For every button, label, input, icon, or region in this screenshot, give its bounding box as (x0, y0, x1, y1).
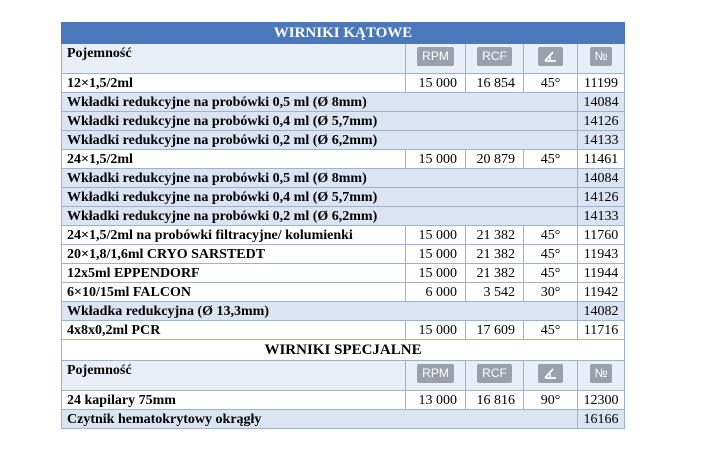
table-row (62, 188, 625, 207)
rcf-header: RCF (477, 364, 512, 383)
item-angle: 45° (524, 226, 578, 245)
item-angle: 30° (524, 283, 578, 302)
item-name: Wkładki redukcyjne na probówki 0,2 ml (Ø 6,2mm) (62, 207, 578, 226)
section-title-special-rotors: WIRNIKI SPECJALNE (62, 340, 625, 361)
item-name: Wkładki redukcyjne na probówki 0,2 ml (Ø 6,2mm) (62, 131, 578, 150)
angle-icon (538, 364, 563, 383)
rpm-header-cell (406, 361, 466, 391)
item-catalog-number: 12300 (578, 391, 625, 410)
section-title-special-rotors-row (62, 340, 625, 361)
item-rcf: 3 542 (466, 283, 524, 302)
table-row (62, 169, 625, 188)
section1-column-header-row (62, 44, 625, 74)
item-catalog-number: 14084 (578, 93, 625, 112)
item-catalog-number: 14126 (578, 188, 625, 207)
item-rpm: 15 000 (406, 245, 466, 264)
rpm-header-cell (406, 44, 466, 74)
capacity-header: Pojemność (62, 361, 406, 391)
rotor-table-body (62, 23, 625, 429)
item-name: 20×1,8/1,6ml CRYO SARSTEDT (62, 245, 406, 264)
item-catalog-number: 11760 (578, 226, 625, 245)
item-name: Wkładka redukcyjna (Ø 13,3mm) (62, 302, 578, 321)
item-rpm: 6 000 (406, 283, 466, 302)
rotor-table-container (61, 22, 624, 429)
rotor-table (61, 22, 625, 429)
table-row (62, 264, 625, 283)
rpm-header: RPM (417, 364, 454, 383)
table-row (62, 74, 625, 93)
item-angle: 90° (524, 391, 578, 410)
item-name: 12×1,5/2ml (62, 74, 406, 93)
item-catalog-number: 11199 (578, 74, 625, 93)
item-catalog-number: 14133 (578, 207, 625, 226)
item-rcf: 20 879 (466, 150, 524, 169)
item-name: 24×1,5/2ml (62, 150, 406, 169)
angle-header-cell (524, 44, 578, 74)
item-angle: 45° (524, 264, 578, 283)
table-row (62, 150, 625, 169)
item-name: 4x8x0,2ml PCR (62, 321, 406, 340)
item-name: 12x5ml EPPENDORF (62, 264, 406, 283)
item-catalog-number: 14084 (578, 169, 625, 188)
item-rpm: 15 000 (406, 150, 466, 169)
item-catalog-number: 16166 (578, 410, 625, 429)
item-name: Wkładki redukcyjne na probówki 0,4 ml (Ø 5,7mm) (62, 188, 578, 207)
catalog-number-header: № (590, 47, 613, 66)
item-rpm: 15 000 (406, 264, 466, 283)
item-rcf: 16 816 (466, 391, 524, 410)
table-row (62, 321, 625, 340)
item-catalog-number: 11943 (578, 245, 625, 264)
item-name: Czytnik hematokrytowy okrągły (62, 410, 578, 429)
item-rcf: 21 382 (466, 245, 524, 264)
item-rcf: 16 854 (466, 74, 524, 93)
table-row (62, 207, 625, 226)
item-rcf: 17 609 (466, 321, 524, 340)
item-name: 24×1,5/2ml na probówki filtracyjne/ kolumienki (62, 226, 406, 245)
table-row (62, 302, 625, 321)
table-row (62, 410, 625, 429)
table-row (62, 112, 625, 131)
table-row (62, 245, 625, 264)
table-row (62, 391, 625, 410)
table-row (62, 93, 625, 112)
capacity-header: Pojemność (62, 44, 406, 74)
section-title-angle-rotors-row (62, 23, 625, 44)
item-angle: 45° (524, 150, 578, 169)
rcf-header: RCF (477, 47, 512, 66)
item-name: Wkładki redukcyjne na probówki 0,5 ml (Ø 8mm) (62, 169, 578, 188)
item-catalog-number: 14133 (578, 131, 625, 150)
item-rpm: 15 000 (406, 321, 466, 340)
table-row (62, 131, 625, 150)
item-angle: 45° (524, 74, 578, 93)
item-catalog-number: 14082 (578, 302, 625, 321)
item-catalog-number: 14126 (578, 112, 625, 131)
item-angle: 45° (524, 321, 578, 340)
item-name: Wkładki redukcyjne na probówki 0,5 ml (Ø 8mm) (62, 93, 578, 112)
item-name: 24 kapilary 75mm (62, 391, 406, 410)
item-catalog-number: 11716 (578, 321, 625, 340)
item-catalog-number: 11944 (578, 264, 625, 283)
angle-header-cell (524, 361, 578, 391)
item-name: Wkładki redukcyjne na probówki 0,4 ml (Ø 5,7mm) (62, 112, 578, 131)
table-row (62, 226, 625, 245)
item-angle: 45° (524, 245, 578, 264)
rcf-header-cell (466, 44, 524, 74)
item-rcf: 21 382 (466, 264, 524, 283)
section-title-angle-rotors: WIRNIKI KĄTOWE (62, 23, 625, 44)
rcf-header-cell (466, 361, 524, 391)
item-catalog-number: 11461 (578, 150, 625, 169)
item-rpm: 13 000 (406, 391, 466, 410)
catalog-number-header: № (590, 364, 613, 383)
item-catalog-number: 11942 (578, 283, 625, 302)
item-rpm: 15 000 (406, 226, 466, 245)
item-rpm: 15 000 (406, 74, 466, 93)
catalog-number-header-cell (578, 361, 625, 391)
rpm-header: RPM (417, 47, 454, 66)
section2-column-header-row (62, 361, 625, 391)
table-row (62, 283, 625, 302)
item-rcf: 21 382 (466, 226, 524, 245)
angle-icon (538, 47, 563, 66)
catalog-number-header-cell (578, 44, 625, 74)
item-name: 6×10/15ml FALCON (62, 283, 406, 302)
